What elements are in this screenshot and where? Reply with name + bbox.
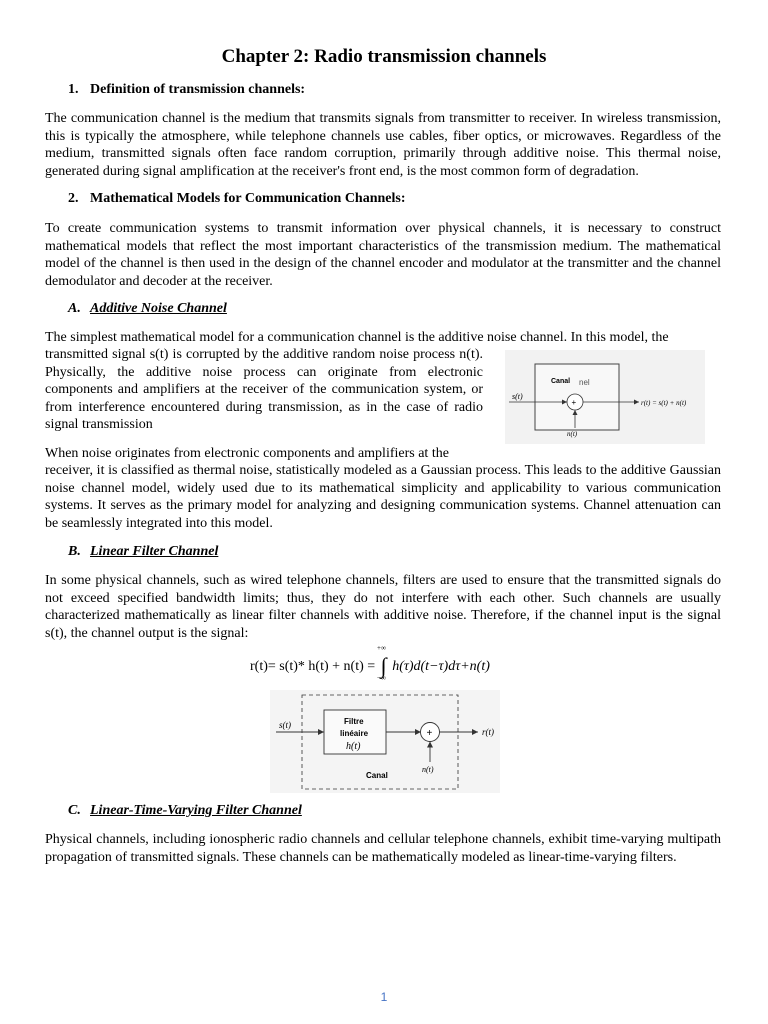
channel-box-label: Canal <box>551 378 571 385</box>
section-1-paragraph: The communication channel is the medium that transmits signals from transmitter to receiver. In wireless transmission, this is typically the atmosphere, while telephone channels use cables, fiber optics, or microwaves. Regardless of the medium, transmitted signals often face random corruption, primarily through additive noise. This thermal noise, generated during signal amplification at the receiver's front end, is the most common form of degradation. <box>45 111 721 179</box>
section-2-number: 2. <box>68 191 79 206</box>
filter-channel-label: Canal <box>366 771 388 780</box>
subsection-b-paragraph: In some physical channels, such as wired telephone channels, filters are used to ensure that the transmitted signals do not exceed specified bandwidth limits; thus, they do not interfere with each other. Such channels are usually characterized mathematically as linear filter channels with additive noise. Therefore, if the channel input is the signal s(t), the channel output is the signal: <box>45 573 721 641</box>
subsection-b-letter: B. <box>68 544 81 559</box>
channel-box-label-extra: nel <box>579 378 590 387</box>
subsection-a-paragraph-1-rest: transmitted signal s(t) is corrupted by the additive random noise process n(t). Physically, the additive noise process can originate from electronic components and amplifiers at the receiver of the communication system, or from interference encountered during transmission, as in the case of radio signal transmission <box>45 347 483 433</box>
adder-plus: + <box>571 398 577 407</box>
section-2-heading <box>68 191 406 207</box>
output-signal-label: r(t) = s(t) + n(t) <box>641 399 687 407</box>
input-signal-label: s(t) <box>512 392 523 401</box>
equation-integral-sign: ∫ <box>380 653 387 678</box>
noise-label: n(t) <box>567 430 578 438</box>
subsection-a-paragraph-2-rest: receiver, it is classified as thermal noise, statistically modeled as a Gaussian process. This leads to the additive Gaussian noise channel model, widely used due to its mathematical simplicity and applicability to various communication systems. It serves as the primary model for analyzing and designing communication systems. Channel attenuation can be seamlessly integrated into this model. <box>45 463 721 531</box>
subsection-a-paragraph-2-line-1: When noise originates from electronic components and amplifiers at the <box>45 446 449 461</box>
filter-label-line-2: linéaire <box>340 729 369 738</box>
subsection-a-paragraph-1-line-1: The simplest mathematical model for a communication channel is the additive noise channel. In this model, the <box>45 330 669 345</box>
subsection-a-heading <box>68 301 227 317</box>
adder-plus: + <box>426 728 433 739</box>
subsection-b-heading <box>68 544 218 560</box>
subsection-a-letter: A. <box>68 301 81 316</box>
section-2-paragraph: To create communication systems to transmit information over physical channels, it is necessary to construct mathematical models that reflect the most important characteristics of the transmission medium. The mathematical model of the channel is then used in the design of the channel encoder and modulator at the transmitter and the channel demodulator and decoder at the receiver. <box>45 221 721 289</box>
section-1-title: Definition of transmission channels: <box>90 82 306 97</box>
section-2-title: Mathematical Models for Communication Channels: <box>90 191 406 206</box>
filter-label-line-1: Filtre <box>344 717 364 726</box>
chapter-title: Chapter 2: Radio transmission channels <box>221 46 547 67</box>
filter-label-line-3: h(t) <box>346 741 361 752</box>
equation-lhs: r(t)= s(t)* h(t) + n(t) = <box>250 659 376 674</box>
filter-noise-label: n(t) <box>422 765 434 774</box>
equation-lower-limit: −∞ <box>377 674 386 682</box>
subsection-c-paragraph: Physical channels, including ionospheric radio channels and cellular telephone channels, exhibit time-varying multipath propagation of transmitted signals. These channels can be mathematically modeled as linear-time-varying filters. <box>45 832 721 865</box>
page-number: 1 <box>380 990 388 1004</box>
subsection-c-title: Linear-Time-Varying Filter Channel <box>90 803 302 818</box>
subsection-c-letter: C. <box>68 803 81 818</box>
section-1-number: 1. <box>68 82 79 97</box>
additive-noise-channel-diagram <box>505 350 705 444</box>
filter-input-label: s(t) <box>279 720 291 730</box>
subsection-b-title: Linear Filter Channel <box>90 544 219 559</box>
equation-upper-limit: +∞ <box>377 644 386 652</box>
convolution-equation <box>250 644 490 682</box>
linear-filter-channel-diagram <box>270 690 500 793</box>
filter-output-label: r(t) <box>482 727 494 737</box>
subsection-c-heading <box>68 803 302 819</box>
subsection-a-title: Additive Noise Channel <box>90 301 227 316</box>
section-1-heading <box>68 82 305 98</box>
equation-rhs: h(τ)d(t−τ)dτ+n(t) <box>392 659 490 674</box>
